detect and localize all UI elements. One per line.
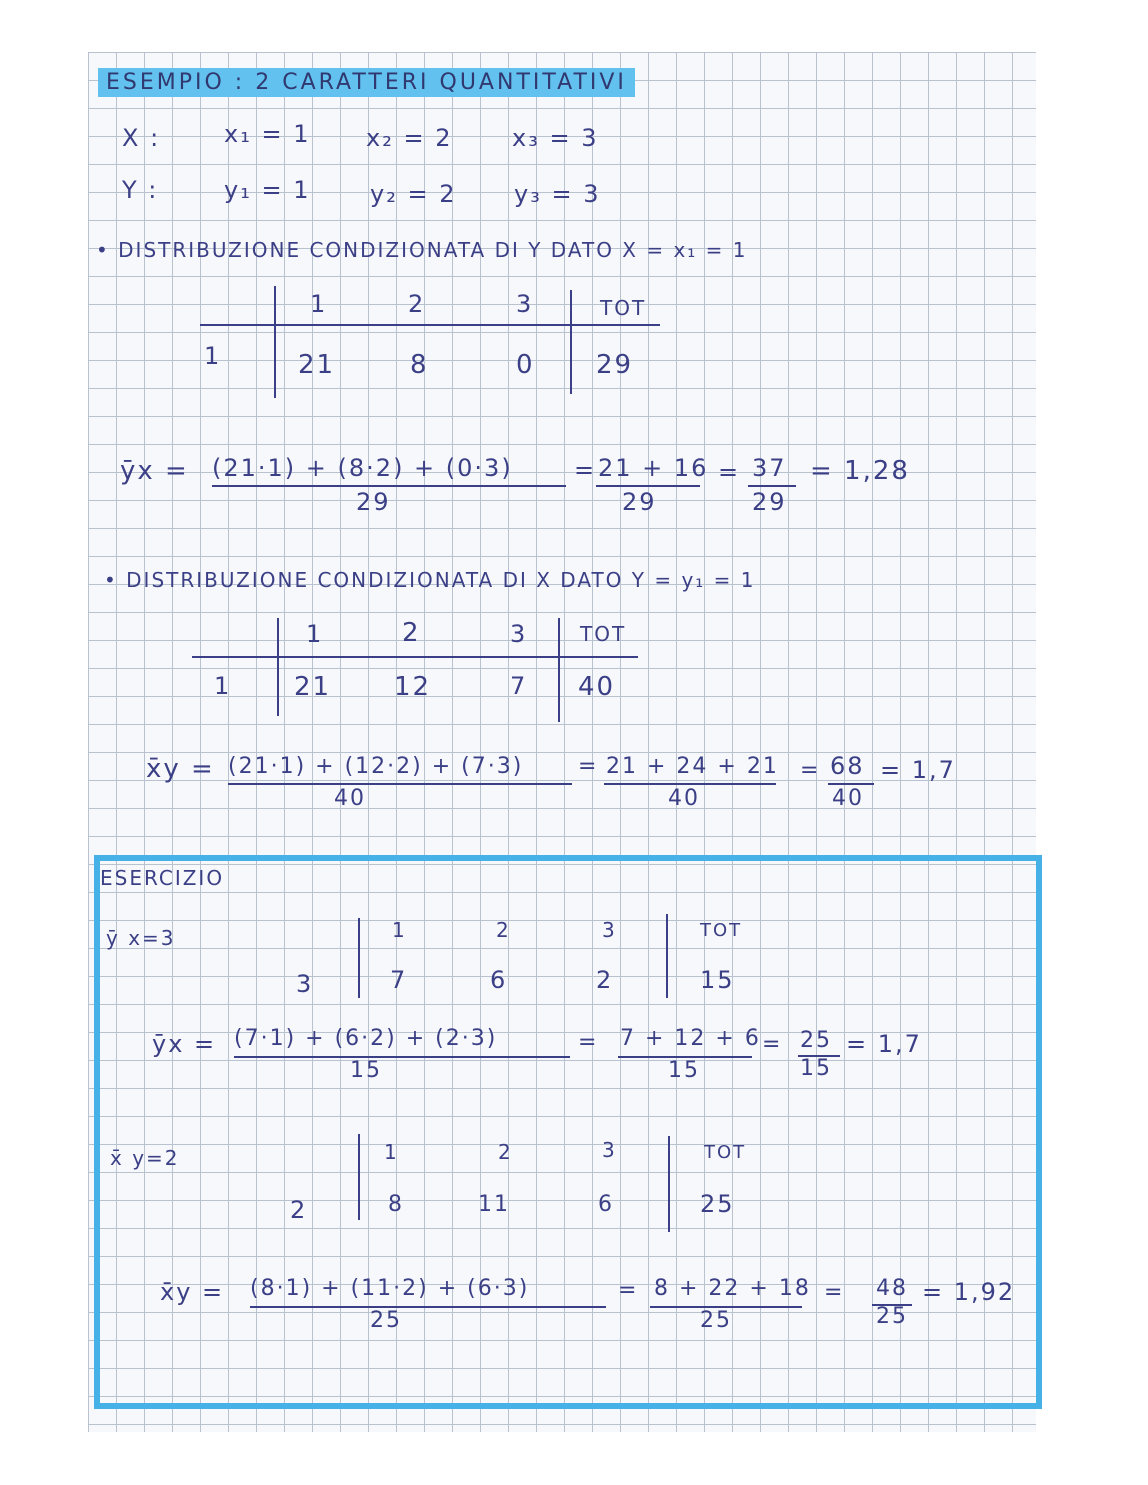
formula-numerator: 7 + 12 + 6 <box>620 1026 761 1051</box>
formula-numerator: (21·1) + (8·2) + (0·3) <box>212 454 513 482</box>
formula-denominator: 40 <box>832 786 864 811</box>
table-cell: 0 <box>516 350 535 380</box>
fraction-bar <box>596 485 700 487</box>
formula-equals: = <box>824 1280 845 1305</box>
table-header: TOT <box>700 920 743 941</box>
fraction-bar <box>748 485 796 487</box>
y2-value: y₂ = 2 <box>370 180 457 208</box>
formula-denominator: 29 <box>622 488 657 516</box>
fraction-bar <box>228 783 572 785</box>
table-cell: 25 <box>700 1190 735 1218</box>
fraction-bar <box>604 783 776 785</box>
formula-equals: = <box>578 1030 599 1055</box>
exercise-label: ESERCIZIO <box>100 866 225 890</box>
table-divider <box>192 656 638 658</box>
formula-numerator: (7·1) + (6·2) + (2·3) <box>234 1026 498 1051</box>
table-header: 2 <box>496 918 511 942</box>
table-divider <box>358 1134 360 1220</box>
table-header: 3 <box>602 1138 617 1162</box>
row-label: 1 <box>204 342 222 370</box>
table-cell: 6 <box>490 966 508 994</box>
formula-lhs: x̄y = <box>146 754 215 784</box>
table-cell: 40 <box>578 672 616 702</box>
table-cell: 21 <box>298 350 336 380</box>
table-header: 2 <box>498 1140 513 1164</box>
formula-denominator: 15 <box>350 1058 382 1083</box>
table-header: 2 <box>402 618 421 648</box>
table-header: TOT <box>704 1142 747 1163</box>
fraction-bar <box>828 783 874 785</box>
section2-heading: • DISTRIBUZIONE CONDIZIONATA DI X DATO Y = y₁ = 1 <box>104 568 756 592</box>
fraction-bar <box>250 1306 606 1308</box>
formula-equals: = <box>578 754 599 779</box>
table-header: TOT <box>580 622 627 646</box>
table-divider <box>558 618 560 722</box>
table-cell: 29 <box>596 350 634 380</box>
formula-equals: = <box>800 758 821 783</box>
table-header: 3 <box>510 620 528 648</box>
y3-value: y₃ = 3 <box>514 180 601 208</box>
fraction-bar <box>234 1056 570 1058</box>
table-cell: 6 <box>598 1192 614 1217</box>
table-divider <box>277 618 279 716</box>
table-cell: 8 <box>410 350 429 380</box>
table-header: 1 <box>306 620 324 648</box>
formula-numerator: 8 + 22 + 18 <box>654 1276 811 1301</box>
x-label: X : <box>122 124 161 152</box>
formula-result: = 1,7 <box>880 756 956 784</box>
formula-denominator: 25 <box>370 1308 402 1333</box>
table-cell: 2 <box>596 966 614 994</box>
x2-value: x₂ = 2 <box>366 124 453 152</box>
table-cell: 21 <box>294 672 332 702</box>
table-cell: 7 <box>510 672 528 700</box>
page-title: ESEMPIO : 2 CARATTERI QUANTITATIVI <box>98 68 635 97</box>
formula-equals: = <box>618 1278 639 1303</box>
table-divider <box>666 914 668 998</box>
formula-numerator: 25 <box>800 1028 832 1053</box>
table-header: TOT <box>600 296 647 320</box>
formula-numerator: 21 + 24 + 21 <box>606 754 779 779</box>
formula-numerator: 68 <box>830 752 865 780</box>
table-header: 3 <box>516 290 534 318</box>
formula-numerator: (21·1) + (12·2) + (7·3) <box>228 754 524 779</box>
formula-lhs: ȳx = <box>152 1030 217 1058</box>
table-cell: 12 <box>394 672 432 702</box>
table-divider <box>668 1136 670 1232</box>
table-header: 1 <box>384 1140 399 1164</box>
formula-denominator: 15 <box>668 1058 700 1083</box>
formula-denominator: 25 <box>876 1304 908 1329</box>
formula-denominator: 29 <box>752 488 787 516</box>
condition-label: ȳ x=3 <box>106 926 176 950</box>
formula-result: = 1,28 <box>810 456 910 486</box>
formula-denominator: 40 <box>334 786 366 811</box>
formula-denominator: 15 <box>800 1056 832 1081</box>
table-divider <box>358 918 360 998</box>
y1-value: y₁ = 1 <box>224 176 311 204</box>
formula-equals: = <box>718 458 741 486</box>
table-header: 1 <box>310 290 328 318</box>
formula-denominator: 25 <box>700 1308 732 1333</box>
table-divider <box>274 286 276 398</box>
fraction-bar <box>212 485 566 487</box>
formula-numerator: 37 <box>752 454 787 482</box>
formula-numerator: (8·1) + (11·2) + (6·3) <box>250 1276 530 1301</box>
table-divider <box>570 290 572 394</box>
table-divider <box>200 324 660 326</box>
x3-value: x₃ = 3 <box>512 124 599 152</box>
formula-denominator: 40 <box>668 786 700 811</box>
row-label: 1 <box>214 672 232 700</box>
formula-lhs: x̄y = <box>160 1278 225 1306</box>
section1-heading: • DISTRIBUZIONE CONDIZIONATA DI Y DATO X = x₁ = 1 <box>96 238 748 262</box>
formula-result: = 1,92 <box>922 1278 1016 1306</box>
row-label: 3 <box>296 970 314 998</box>
x1-value: x₁ = 1 <box>224 120 311 148</box>
table-cell: 15 <box>700 966 735 994</box>
table-cell: 7 <box>390 966 408 994</box>
formula-equals: = <box>574 456 597 484</box>
condition-label: x̄ y=2 <box>110 1146 180 1170</box>
table-cell: 8 <box>388 1192 404 1217</box>
formula-denominator: 29 <box>356 488 391 516</box>
table-header: 1 <box>392 918 407 942</box>
table-header: 2 <box>408 290 426 318</box>
y-label: Y : <box>122 176 159 204</box>
table-cell: 11 <box>478 1192 510 1217</box>
formula-result: = 1,7 <box>846 1030 922 1058</box>
formula-numerator: 48 <box>876 1276 908 1301</box>
formula-numerator: 21 + 16 <box>598 454 709 482</box>
table-header: 3 <box>602 918 617 942</box>
formula-lhs: ȳx = <box>120 456 189 486</box>
formula-equals: = <box>762 1032 783 1057</box>
row-label: 2 <box>290 1196 308 1224</box>
